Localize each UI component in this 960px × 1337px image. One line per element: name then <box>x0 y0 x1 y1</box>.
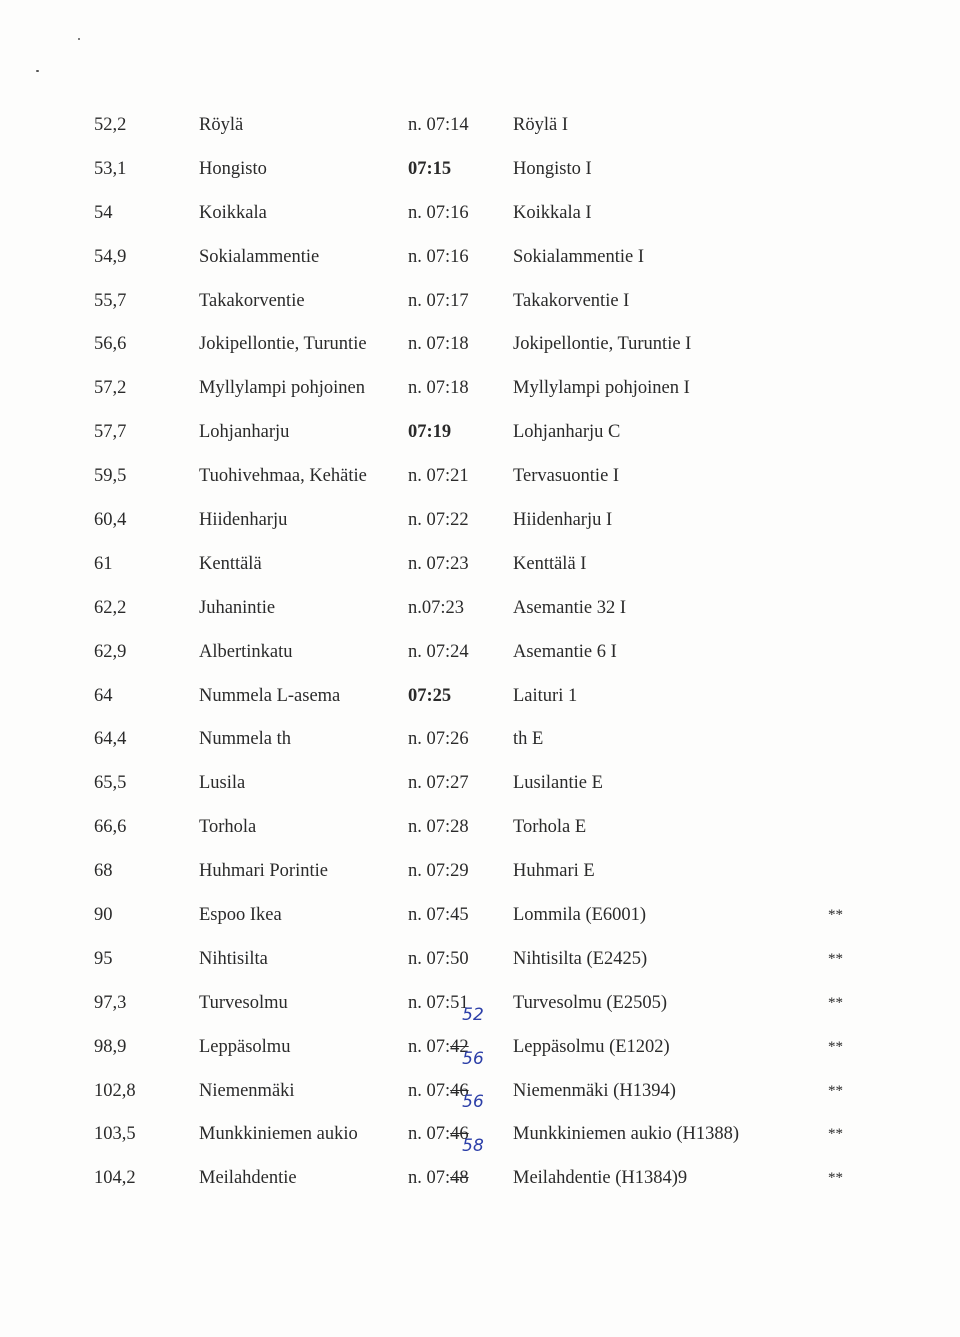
row-time-prefix: n. <box>408 290 427 311</box>
row-time <box>408 148 451 192</box>
row-stop: Juhanintie <box>199 597 276 618</box>
row-time <box>408 718 469 762</box>
row-stop-name: Lohjanharju C <box>513 422 621 443</box>
row-time-prefix: n. <box>408 905 427 926</box>
row-time-prefix: n. <box>408 641 427 662</box>
row-time <box>408 411 451 455</box>
row-time-value: 07: <box>426 1168 451 1189</box>
row-time-prefix: n. <box>408 773 427 794</box>
struck-minutes: 46 <box>450 1080 469 1101</box>
row-stop: Koikkala <box>199 202 267 223</box>
timetable <box>0 104 960 1201</box>
row-stop-name: Hongisto I <box>513 158 592 179</box>
row-note: ** <box>828 907 843 924</box>
row-stop-name: Munkkiniemen aukio (H1388) <box>513 1124 740 1145</box>
row-km: 54,9 <box>94 246 127 267</box>
row-time <box>408 982 469 1026</box>
row-time-value: 07:27 <box>426 773 469 794</box>
row-time <box>408 192 469 236</box>
corrected-minutes: 56 <box>462 1092 484 1113</box>
row-time-value: 07:24 <box>426 641 469 662</box>
row-km: 64 <box>94 685 113 706</box>
row-stop: Sokialammentie <box>199 246 320 267</box>
row-time-value: 07:18 <box>426 378 469 399</box>
row-time <box>408 1136 484 1201</box>
row-stop-name: Röylä I <box>513 115 568 135</box>
row-stop: Turvesolmu <box>199 992 288 1013</box>
row-time <box>408 806 469 850</box>
row-stop: Nummela th <box>199 729 291 750</box>
row-time-value: 07:16 <box>426 202 469 223</box>
row-km: 57,7 <box>94 422 127 443</box>
row-stop-name: Jokipellontie, Turuntie I <box>513 334 692 355</box>
row-time-value: 07:19 <box>408 422 452 443</box>
row-time-value: 07:22 <box>426 510 469 531</box>
table-row <box>0 631 960 675</box>
row-stop: Nihtisilta <box>199 948 268 969</box>
row-stop: Jokipellontie, Turuntie <box>199 334 367 355</box>
table-row <box>0 806 960 850</box>
row-time-value: 07: <box>426 1036 451 1057</box>
row-time-prefix: n. <box>408 115 427 135</box>
row-km: 61 <box>94 553 113 574</box>
corrected-minutes: 52 <box>462 1004 484 1025</box>
table-row <box>0 499 960 543</box>
row-stop: Röylä <box>199 115 244 135</box>
row-stop: Hongisto <box>199 158 267 179</box>
row-time <box>408 104 469 148</box>
row-stop: Takakorventie <box>199 290 305 311</box>
corrected-minutes: 58 <box>462 1136 484 1157</box>
row-stop-name: Huhmari E <box>513 861 595 882</box>
row-time-prefix: n. <box>408 202 427 223</box>
table-row <box>0 280 960 324</box>
row-stop-name: Laituri 1 <box>513 685 578 706</box>
struck-minutes: 42 <box>450 1036 469 1057</box>
row-stop-name: Tervasuontie I <box>513 466 620 487</box>
table-row <box>0 455 960 499</box>
row-time <box>408 499 469 543</box>
row-km: 52,2 <box>94 115 127 135</box>
row-stop-name: Turvesolmu (E2505) <box>513 992 667 1013</box>
row-time-value: 07:23 <box>421 597 465 618</box>
row-stop: Myllylampi pohjoinen <box>199 378 365 399</box>
row-time-value: 07:50 <box>426 948 469 969</box>
row-time <box>408 675 451 719</box>
row-km: 60,4 <box>94 510 127 531</box>
row-time-value: 07:15 <box>408 158 452 179</box>
row-time-value: 07:51 <box>426 992 469 1013</box>
row-time-value: 07:28 <box>426 817 469 838</box>
row-time-prefix: n. <box>408 948 427 969</box>
row-note: ** <box>828 1170 843 1187</box>
row-time-prefix: n. <box>408 1124 427 1145</box>
table-row <box>0 192 960 236</box>
row-time-value: 07:29 <box>426 861 469 882</box>
row-stop: Hiidenharju <box>199 510 288 531</box>
row-time-value: 07:17 <box>426 290 469 311</box>
row-stop-name: Kenttälä I <box>513 553 587 574</box>
table-row <box>0 1136 960 1201</box>
row-km: 59,5 <box>94 466 127 487</box>
row-time-prefix: n. <box>408 992 427 1013</box>
row-stop: Nummela L-asema <box>199 685 341 706</box>
handwritten-correction <box>450 1136 484 1201</box>
scan-speck <box>78 38 80 40</box>
row-km: 62,2 <box>94 597 127 618</box>
row-km: 95 <box>94 948 113 969</box>
row-stop-name: Asemantie 32 I <box>513 597 627 618</box>
row-km: 55,7 <box>94 290 127 311</box>
row-km: 68 <box>94 861 113 882</box>
table-row <box>0 236 960 280</box>
row-time <box>408 850 469 894</box>
row-stop: Albertinkatu <box>199 641 293 662</box>
row-stop: Leppäsolmu <box>199 1036 291 1057</box>
row-time <box>408 587 464 631</box>
row-stop-name: Sokialammentie I <box>513 246 645 267</box>
row-time-value: 07:18 <box>426 334 469 355</box>
row-time <box>408 367 469 411</box>
row-stop-name: Takakorventie I <box>513 290 630 311</box>
struck-minutes: 46 <box>450 1124 469 1145</box>
row-time-value: 07:14 <box>426 115 469 135</box>
row-time-value: 07:16 <box>426 246 469 267</box>
row-stop: Huhmari Porintie <box>199 861 328 882</box>
row-time-prefix: n. <box>408 510 427 531</box>
row-time-value: 07:26 <box>426 729 469 750</box>
row-stop: Munkkiniemen aukio <box>199 1124 358 1145</box>
row-time-value: 07:21 <box>426 466 469 487</box>
row-stop-name: Niemenmäki (H1394) <box>513 1080 676 1101</box>
struck-minutes: 48 <box>450 1168 469 1189</box>
row-stop-name: Leppäsolmu (E1202) <box>513 1036 670 1057</box>
row-stop-name: Lusilantie E <box>513 773 603 794</box>
row-km: 97,3 <box>94 992 127 1013</box>
row-time-value: 07:25 <box>408 685 452 706</box>
row-stop-name: Lommila (E6001) <box>513 905 647 926</box>
row-km: 64,4 <box>94 729 127 750</box>
row-time-prefix: n. <box>408 1080 427 1101</box>
row-time <box>408 455 469 499</box>
corrected-minutes: 56 <box>462 1048 484 1069</box>
row-time-value: 07:45 <box>426 905 469 926</box>
row-time-prefix: n. <box>408 553 427 574</box>
row-time <box>408 631 469 675</box>
row-time-prefix: n. <box>408 378 427 399</box>
table-row <box>0 894 960 938</box>
row-time <box>408 236 469 280</box>
row-km: 104,2 <box>94 1168 136 1189</box>
table-row <box>0 938 960 982</box>
row-stop-name: Hiidenharju I <box>513 510 613 531</box>
table-row <box>0 411 960 455</box>
row-time <box>408 1048 484 1114</box>
row-stop-name: Meilahdentie (H1384)9 <box>513 1168 688 1189</box>
row-time <box>408 323 469 367</box>
row-time-prefix: n. <box>408 246 427 267</box>
row-time-prefix: n. <box>408 861 427 882</box>
row-km: 54 <box>94 202 113 223</box>
table-row <box>0 367 960 411</box>
row-stop-name: th E <box>513 729 544 750</box>
row-stop: Torhola <box>199 817 257 838</box>
row-time-prefix: n. <box>408 466 427 487</box>
table-row <box>0 850 960 894</box>
row-time <box>408 762 469 806</box>
row-time-value: 07: <box>426 1124 451 1145</box>
row-stop: Lohjanharju <box>199 422 290 443</box>
row-time <box>408 938 469 982</box>
row-time-value: 07: <box>426 1080 451 1101</box>
row-km: 62,9 <box>94 641 127 662</box>
row-time-prefix: n. <box>408 729 427 750</box>
table-row <box>0 543 960 587</box>
row-time-prefix: n. <box>408 597 422 618</box>
row-stop-name: Myllylampi pohjoinen I <box>513 378 690 399</box>
table-row <box>0 675 960 719</box>
row-km: 65,5 <box>94 773 127 794</box>
row-time-prefix: n. <box>408 334 427 355</box>
row-note: ** <box>828 994 843 1011</box>
row-stop-name: Asemantie 6 I <box>513 641 617 662</box>
row-stop-name: Koikkala I <box>513 202 592 223</box>
row-km: 66,6 <box>94 817 127 838</box>
row-note: ** <box>828 1038 843 1055</box>
row-time-prefix: n. <box>408 1036 427 1057</box>
row-km: 53,1 <box>94 158 127 179</box>
row-time <box>408 894 469 938</box>
row-time-prefix: n. <box>408 1168 427 1189</box>
table-row <box>0 762 960 806</box>
table-row <box>0 148 960 192</box>
table-row <box>0 587 960 631</box>
table-row <box>0 323 960 367</box>
row-time <box>408 543 469 587</box>
row-stop-name: Nihtisilta (E2425) <box>513 948 648 969</box>
row-km: 98,9 <box>94 1036 127 1057</box>
row-note: ** <box>828 950 843 967</box>
table-row <box>0 718 960 762</box>
row-km: 90 <box>94 905 113 926</box>
row-time <box>408 280 469 324</box>
row-time-value: 07:23 <box>426 553 469 574</box>
row-km: 103,5 <box>94 1124 136 1145</box>
row-stop: Niemenmäki <box>199 1080 295 1101</box>
row-km: 57,2 <box>94 378 127 399</box>
row-time-prefix: n. <box>408 817 427 838</box>
row-stop: Espoo Ikea <box>199 905 282 926</box>
row-stop: Lusila <box>199 773 246 794</box>
row-stop-name: Torhola E <box>513 817 587 838</box>
row-km: 102,8 <box>94 1080 136 1101</box>
row-km: 56,6 <box>94 334 127 355</box>
row-stop: Meilahdentie <box>199 1168 297 1189</box>
row-stop: Kenttälä <box>199 553 262 574</box>
row-note: ** <box>828 1126 843 1143</box>
scan-speck <box>36 70 39 72</box>
row-note: ** <box>828 1082 843 1099</box>
row-stop: Tuohivehmaa, Kehätie <box>199 466 367 487</box>
table-row <box>0 104 960 148</box>
